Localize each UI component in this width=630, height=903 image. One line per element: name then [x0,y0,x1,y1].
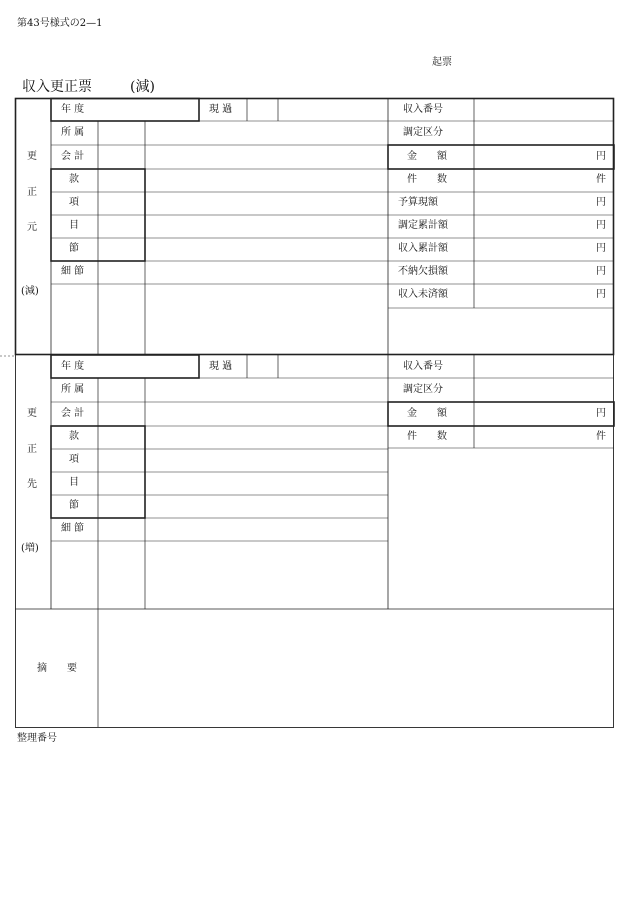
moto-yosan-unit: 円 [596,197,606,208]
saki-shozoku-label: 所 属 [61,384,85,395]
moto-moku-label: 目 [69,220,79,231]
moto-shunyu-bango-label: 収入番号 [403,104,443,115]
saki-kensu-label: 件 数 [407,431,447,442]
moto-setsu-label: 節 [69,243,79,254]
saki-kingaku-label: 金 額 [407,408,447,419]
moto-genka-label: 現 過 [209,104,233,115]
moto-chotei-ruikei-label: 調定累計額 [398,220,448,231]
saki-kan-label: 款 [69,431,79,442]
saki-moku-label: 目 [69,477,79,488]
moto-kensu-unit: 件 [596,174,606,185]
saki-chotei-kubun-label: 調定区分 [403,384,443,395]
saki-kaikei-label: 会 計 [61,408,85,419]
title-suffix: (減) [130,79,155,95]
saki-kou-label: 項 [69,454,79,465]
moto-kou-label: 項 [69,197,79,208]
moto-funo-kesson-label: 不納欠損額 [398,266,448,277]
moto-side-char-3: 元 [27,222,37,233]
moto-kingaku-label: 金 額 [407,151,447,162]
saki-side-char-3: 先 [27,479,37,490]
page-title: 収入更正票 [22,79,92,95]
moto-side-sub: (減) [21,286,39,297]
moto-saisetsu-label: 細 節 [61,266,85,277]
kihyo-label: 起票 [432,57,452,68]
saki-side-char-2: 正 [27,444,37,455]
saki-setsu-label: 節 [69,500,79,511]
tekiyo-label: 摘 要 [37,663,77,674]
saki-genka-label: 現 過 [209,361,233,372]
saki-kingaku-unit: 円 [596,408,606,419]
saki-kensu-unit: 件 [596,431,606,442]
moto-side-char-1: 更 [27,151,37,162]
moto-shunyu-misai-label: 収入未済額 [398,289,448,300]
moto-chotei-kubun-label: 調定区分 [403,127,443,138]
seiri-bango-label: 整理番号 [17,733,57,744]
moto-nendo-label: 年 度 [61,104,85,115]
saki-saisetsu-label: 細 節 [61,523,85,534]
moto-side-char-2: 正 [27,187,37,198]
moto-kensu-label: 件 数 [407,174,447,185]
moto-kaikei-label: 会 計 [61,151,85,162]
saki-shunyu-bango-label: 収入番号 [403,361,443,372]
moto-shozoku-label: 所 属 [61,127,85,138]
saki-side-sub: (増) [21,543,39,554]
saki-nendo-label: 年 度 [61,361,85,372]
saki-side-char-1: 更 [27,408,37,419]
moto-shunyu-ruikei-label: 収入累計額 [398,243,448,254]
moto-kan-label: 款 [69,174,79,185]
moto-funo-unit: 円 [596,266,606,277]
moto-chotei-unit: 円 [596,220,606,231]
moto-shunyu-unit: 円 [596,243,606,254]
moto-yosan-genka-label: 予算現額 [398,197,438,208]
form-number: 第43号様式の2—1 [17,18,103,29]
moto-kingaku-unit: 円 [596,151,606,162]
moto-misai-unit: 円 [596,289,606,300]
